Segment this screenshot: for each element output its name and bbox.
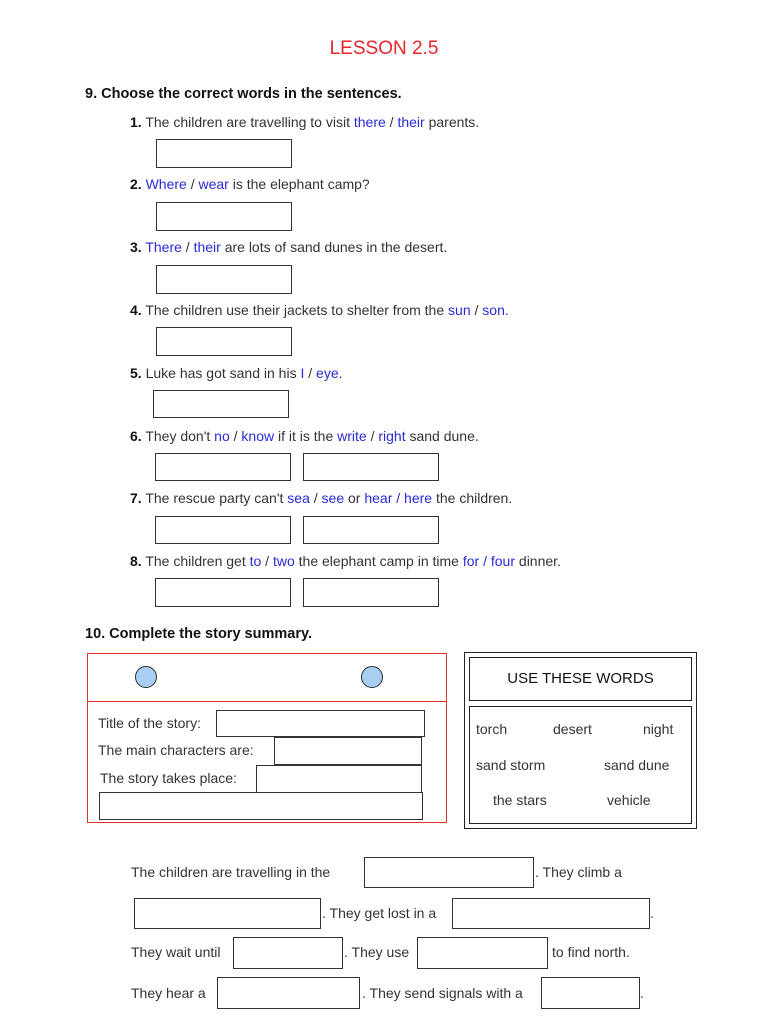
word-option: I: [300, 365, 305, 381]
word-item: torch: [476, 721, 508, 737]
word-option: sea: [287, 490, 310, 506]
question-text: if it is the: [274, 428, 338, 444]
option-separator: /: [385, 114, 398, 130]
word-option: their: [193, 239, 221, 255]
question-text: the elephant camp in time: [294, 553, 463, 569]
story-text: The children are travelling in the: [131, 864, 331, 880]
question-number: 3.: [130, 239, 142, 255]
question-number: 4.: [130, 302, 142, 318]
story-place-field[interactable]: [256, 765, 422, 793]
question-6: [130, 428, 479, 444]
question-text: sand dune.: [405, 428, 479, 444]
answer-box-4[interactable]: [156, 327, 292, 356]
option-separator: /: [186, 176, 199, 192]
word-option: for / four: [462, 553, 516, 569]
divider: [88, 701, 446, 702]
word-option: two: [272, 553, 295, 569]
question-number: 1.: [130, 114, 142, 130]
word-item: sand dune: [604, 757, 670, 773]
word-option: see: [321, 490, 345, 506]
option-separator: /: [181, 239, 194, 255]
story-blank-4[interactable]: [233, 937, 343, 969]
word-item: the stars: [493, 792, 547, 808]
circle-icon: [361, 666, 383, 688]
story-title-field[interactable]: [216, 710, 425, 737]
question-text: is the elephant camp?: [228, 176, 370, 192]
exercise-9-heading: 9. Choose the correct words in the sentences.: [85, 86, 402, 102]
word-item: sand storm: [476, 757, 546, 773]
question-text: They don't: [141, 428, 215, 444]
answer-box-1[interactable]: [156, 139, 292, 168]
story-text: . They use: [344, 944, 410, 960]
question-text: parents.: [424, 114, 480, 130]
question-8: [130, 553, 561, 569]
word-option: wear: [198, 176, 229, 192]
question-4: [130, 302, 509, 318]
answer-box-6a[interactable]: [155, 453, 291, 481]
word-option: sun: [448, 302, 471, 318]
story-blank-7[interactable]: [541, 977, 640, 1009]
word-option: no: [214, 428, 230, 444]
story-blank-6[interactable]: [217, 977, 360, 1009]
story-text: . They climb a: [535, 864, 622, 880]
option-separator: /: [309, 490, 322, 506]
option-separator: /: [261, 553, 273, 569]
question-3: [130, 239, 447, 255]
answer-box-7b[interactable]: [303, 516, 439, 544]
main-characters-field[interactable]: [274, 737, 422, 765]
question-text: Luke has got sand in his: [141, 365, 301, 381]
question-7: [130, 490, 512, 506]
word-item: vehicle: [607, 792, 651, 808]
option-separator: /: [470, 302, 483, 318]
question-number: 7.: [130, 490, 142, 506]
word-option: right: [378, 428, 406, 444]
question-2: [130, 176, 370, 192]
answer-box-8b[interactable]: [303, 578, 439, 607]
word-item: night: [643, 721, 674, 737]
answer-box-6b[interactable]: [303, 453, 439, 481]
question-5: [130, 365, 343, 381]
story-text: to find north.: [552, 944, 630, 960]
story-blank-1[interactable]: [364, 857, 534, 888]
word-option: There: [145, 239, 182, 255]
story-blank-5[interactable]: [417, 937, 548, 969]
question-1: [130, 114, 479, 130]
question-text: the children.: [432, 490, 513, 506]
word-option: know: [241, 428, 275, 444]
word-option: write: [337, 428, 367, 444]
word-option: eye: [316, 365, 339, 381]
question-number: 8.: [130, 553, 142, 569]
story-text: .: [640, 985, 644, 1001]
question-number: 5.: [130, 365, 142, 381]
story-text: .: [650, 905, 654, 921]
question-text: The children get: [141, 553, 250, 569]
characters-label: The main characters are:: [98, 742, 254, 758]
answer-box-3[interactable]: [156, 265, 292, 294]
word-item: desert: [553, 721, 592, 737]
word-option: their: [397, 114, 425, 130]
title-label: Title of the story:: [98, 715, 201, 731]
question-text: are lots of sand dunes in the desert.: [220, 239, 448, 255]
question-number: 2.: [130, 176, 142, 192]
word-option: to: [249, 553, 262, 569]
word-option: Where: [145, 176, 187, 192]
option-separator: /: [366, 428, 379, 444]
answer-box-5[interactable]: [153, 390, 289, 418]
story-text: They wait until: [131, 944, 221, 960]
word-option: son.: [482, 302, 509, 318]
story-blank-2[interactable]: [134, 898, 321, 929]
lesson-title: LESSON 2.5: [329, 38, 439, 59]
answer-box-2[interactable]: [156, 202, 292, 231]
circle-icon: [135, 666, 157, 688]
question-text: .: [338, 365, 343, 381]
question-number: 6.: [130, 428, 142, 444]
place-label: The story takes place:: [100, 770, 237, 786]
option-separator: /: [304, 365, 317, 381]
question-text: The rescue party can't: [141, 490, 288, 506]
question-text: The children use their jackets to shelter from the: [141, 302, 449, 318]
word-bank-list: [469, 706, 692, 824]
question-text: dinner.: [515, 553, 561, 569]
exercise-10-heading: 10. Complete the story summary.: [85, 626, 312, 642]
story-text: . They send signals with a: [362, 985, 523, 1001]
story-place-field-extra[interactable]: [99, 792, 423, 820]
option-separator: /: [229, 428, 242, 444]
story-text: . They get lost in a: [322, 905, 437, 921]
question-text: or: [344, 490, 365, 506]
word-bank: [464, 652, 697, 829]
story-text: They hear a: [131, 985, 206, 1001]
word-option: there: [353, 114, 386, 130]
story-blank-3[interactable]: [452, 898, 650, 929]
answer-box-7a[interactable]: [155, 516, 291, 544]
question-text: The children are travelling to visit: [141, 114, 354, 130]
word-option: hear / here: [364, 490, 433, 506]
answer-box-8a[interactable]: [155, 578, 291, 607]
word-bank-heading: USE THESE WORDS: [469, 657, 692, 701]
